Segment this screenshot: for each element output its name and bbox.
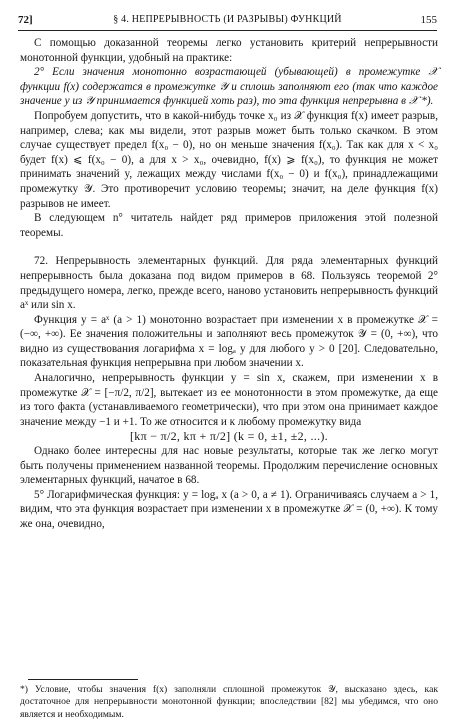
paragraph-next: В следующем n° читатель найдет ряд примеров приложения этой полезной теоремы. — [20, 212, 438, 239]
formula-interval: [kπ − π/2, kπ + π/2] (k = 0, ±1, ±2, ...). — [130, 429, 328, 444]
section-marker: 72] — [18, 14, 33, 26]
paragraph-section-72: 72. Непрерывность элементарных функций. Для ряда элементарных функций непрерывность была доказана под видом примеров в 68. Пользуясь теоремой 2° предыдущего номера, легко, прежде всего, наново установить непрерывность функций aˣ или sin x. — [20, 255, 438, 312]
paragraph-exponential: Функция y = aˣ (a > 1) монотонно возрастает при изменении x в промежутке 𝒳 = (−∞, +∞). Ее значения положительны и заполняют весь промежуток 𝒴 = (0, +∞), что видно из существования логарифма x = logₐ y для любого y > 0 [20]. Следовательно, показательная функция непрерывна при любом значении x. — [20, 313, 438, 370]
paragraph-sine: Аналогично, непрерывность функции y = sin x, скажем, при изменении x в промежутке 𝒳 = [−π/2, π/2], вытекает из ее монотонности в этом промежутке, да еще из того факта (устанавливаемого геометрически), что при этом она принимает каждое значение между −1 и +1. То же относится и к любому промежутку вида — [20, 372, 438, 428]
running-title: § 4. НЕПРЕРЫВНОСТЬ (И РАЗРЫВЫ) ФУНКЦИЙ — [113, 14, 342, 25]
page-header — [18, 14, 437, 28]
footnote: *) Условие, чтобы значения f(x) заполняли сплошной промежуток 𝒴, высказано здесь, как достаточное для непрерывности монотонной функции; впоследствии [82] мы убедимся, что оно является и необходимым. — [20, 684, 438, 720]
paragraph-logarithm: 5° Логарифмическая функция: y = logₐ x (a > 0, a ≠ 1). Ограничиваясь случаем a > 1, видим, что эта функция возрастает при изменении x в промежутке 𝒳 = (0, +∞). К тому же она, очевидно, — [20, 488, 438, 530]
paragraph-proof: Попробуем допустить, что в какой-нибудь точке x₀ из 𝒳 функция f(x) имеет разрыв, например, слева; как мы видели, этот разрыв может быть только скачком. В этом случае существует предел f(x₀ − 0), но он меньше значения f(x₀). Так как для x < x₀ будет f(x) ⩽ f(x₀ − 0), а для x > x₀, очевидно, f(x) ⩾ f(x₀), то функция не может принимать значений y, лежащих между числами f(x₀ − 0) и f(x₀), принадлежащими промежутку 𝒴. Это противоречит условию теоремы; значит, на деле функция f(x) разрывов не имеет. — [20, 109, 438, 210]
footnote-rule — [28, 679, 138, 680]
paragraph-intro: С помощью доказанной теоремы легко установить критерий непрерывности монотонной функции, удобный на практике: — [20, 37, 438, 64]
page-body — [20, 36, 438, 532]
paragraph-theorem-2: 2° Если значения монотонно возрастающей (убывающей) в промежутке 𝒳 функции f(x) содержатся в промежутке 𝒴 и сплошь заполняют его (так что каждое значение y из 𝒴 принимается функцией хоть раз), то эта функция непрерывна в 𝒳 *). — [20, 66, 438, 108]
header-rule — [18, 30, 437, 31]
paragraph-new-results: Однако более интересны для нас новые результаты, которые так же легко могут быть получены применением названной теоремы. Продолжим перечисление основных элементарных функций, начатое в 68. — [20, 445, 438, 487]
page-number: 155 — [420, 14, 437, 26]
